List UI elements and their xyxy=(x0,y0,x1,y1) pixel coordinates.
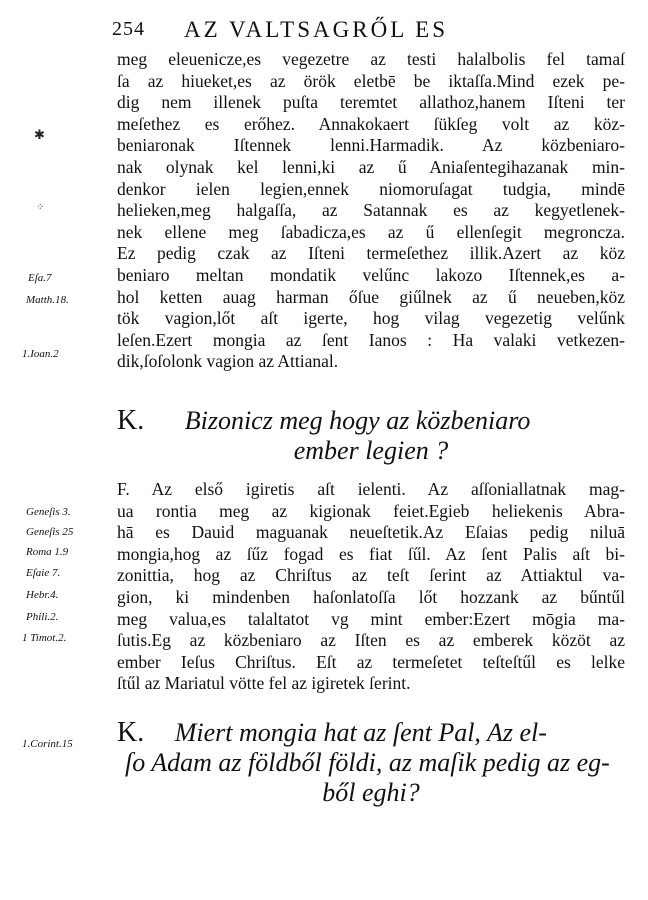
margin-reference: Hebr.4. xyxy=(26,589,59,601)
text-line: Ez pedig czak az Iſteni termeſethez illik.Azert az köz xyxy=(117,243,625,264)
question-line: Miert mongia hat az ſent Pal, Az el- xyxy=(174,718,547,747)
margin-reference: 1.Corint.15 xyxy=(22,738,73,750)
paragraph-1 xyxy=(117,49,625,373)
text-line: leſen.Ezert mongia az ſent Ianos : Ha valaki vetkezen- xyxy=(117,329,625,350)
text-line: F. Az első igiretis aſt ielenti. Az aſſoniallatnak mag- xyxy=(117,479,625,499)
print-speck-mark: ⁘ xyxy=(36,202,45,213)
margin-reference: 1 Timot.2. xyxy=(22,632,67,644)
text-line: nek ellene meg ſabadicza,es az ű ellenſegit megroncza. xyxy=(117,221,625,242)
question-heading-1 xyxy=(117,406,625,466)
text-line: denkor ielen legien,ennek niomoruſagat tudgia, mindē xyxy=(117,178,625,199)
question-mark-k: K. xyxy=(117,717,145,748)
question-line: ből eghi? xyxy=(322,778,420,807)
text-line: meg valua,es talaltatot vg mint ember:Ezert mōgia ma- xyxy=(117,608,625,629)
text-line: dig nem illenek puſta teremtet allathoz,hanem Iſteni ter xyxy=(117,92,625,113)
margin-reference: Eſaie 7. xyxy=(26,567,61,579)
text-line: zonittia, hog az Chriſtus az teſt ſerint az Attiaktul va- xyxy=(117,565,625,586)
margin-reference: Eſa.7 xyxy=(28,272,52,284)
margin-reference: Geneſis 25 xyxy=(26,526,74,538)
print-speck-mark: ✱ xyxy=(34,128,45,143)
question-line: ember legien ? xyxy=(293,436,449,465)
text-line: helieken,meg halgaſſa, az Satannak es az kegyetlenek- xyxy=(117,200,625,221)
margin-reference: 1.Ioan.2 xyxy=(22,348,59,360)
text-line: dik,ſoſolonk vagion az Attianal. xyxy=(117,351,339,372)
text-line: beniaro meltan mondatik velűnc lakozo Iſtennek,es a- xyxy=(117,264,625,285)
text-line: ember Ieſus Chriſtus. Eſt az termeſetet teſteſtűl es lelke xyxy=(117,651,625,672)
margin-reference: Roma 1.9 xyxy=(26,546,69,558)
text-line: nak olynak kel lenni,ki az ű Aniaſentegihazanak min- xyxy=(117,156,625,177)
text-line: ua rontia meg az kigionak feiet.Egieb heliekenis Abra- xyxy=(117,500,625,521)
page-number: 254 xyxy=(112,18,145,40)
running-header xyxy=(112,18,622,48)
text-line: ſa az hiueket,es az örök eletbē be iktaſſa.Mind ezek pe- xyxy=(117,70,625,91)
running-title: AZ VALTSAGRŐL ES xyxy=(184,17,448,42)
margin-reference: Phili.2. xyxy=(26,611,59,623)
text-line: ſutis.Eg az közbeniaro az Iſten es az emberek közöt az xyxy=(117,630,625,651)
text-line: meſethez es erőhez. Annakokaert ſükſeg volt az köz- xyxy=(117,113,625,134)
text-line: meg eleuenicze,es vegezetre az testi halalbolis fel tamaſ xyxy=(117,49,625,69)
paragraph-2 xyxy=(117,479,625,695)
question-line: Bizonicz meg hogy az közbeniaro xyxy=(184,406,531,435)
text-line: ſtűl az Mariatul vötte fel az igiretek ſerint. xyxy=(117,673,411,694)
text-line: mongia,hog az ſűz fogad es fiat ſűl. Az ſent Palis aſt bi- xyxy=(117,543,625,564)
margin-reference: Matth.18. xyxy=(26,294,69,306)
text-line: gion, ki mindenben haſonlatoſſa lőt hozzank az bűntűl xyxy=(117,586,625,607)
text-line: hol ketten auag harman őſue giűlnek az ű neueben,köz xyxy=(117,286,625,307)
text-line: hā es Dauid maguanak neueſtetik.Az Eſaias pedig niluā xyxy=(117,522,625,543)
text-line: tök vagion,lőt aſt igerte, hog vilag vegezetig velűnk xyxy=(117,308,625,329)
question-heading-2 xyxy=(117,718,625,808)
margin-reference: Geneſis 3. xyxy=(26,506,71,518)
question-line: ſo Adam az földből földi, az maſik pedig az eg- xyxy=(125,748,610,777)
question-mark-k: K. xyxy=(117,405,145,436)
text-line: beniaronak Iſtennek lenni.Harmadik. Az közbeniaro- xyxy=(117,135,625,156)
